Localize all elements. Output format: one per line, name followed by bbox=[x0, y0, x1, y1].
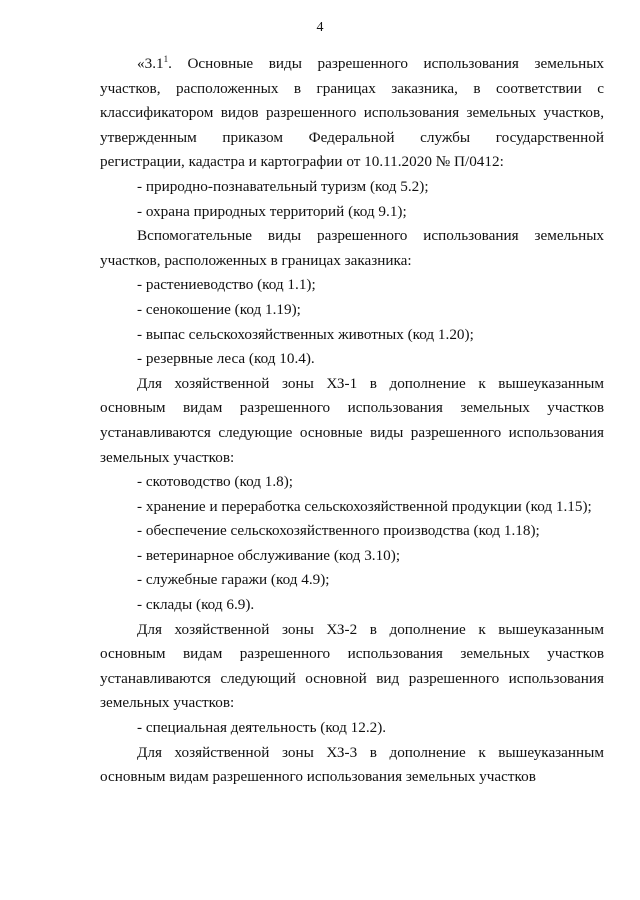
list-item: - природно-познавательный туризм (код 5.2); bbox=[137, 177, 429, 195]
section-3-1-text: . Основные виды разрешенного использования земельных участков, расположенных в границах заказника, в соответствии с классификатором видов разрешенного использования земельных участков, утвержденным приказом Федеральной службы государственной регистрации, кадастра и картографии от 10.11.2020 № П/0412: bbox=[100, 55, 604, 171]
list-item: - сенокошение (код 1.19); bbox=[137, 300, 301, 318]
list-item: - резервные леса (код 10.4). bbox=[137, 350, 315, 368]
section-3-1-prefix: «3.1 bbox=[137, 55, 164, 72]
list-item: - обеспечение сельскохозяйственного производства (код 1.18); bbox=[137, 522, 540, 540]
list-item: - скотоводство (код 1.8); bbox=[137, 473, 294, 491]
list-item: - хранение и переработка сельскохозяйственной продукции (код 1.15); bbox=[137, 497, 592, 515]
list-item: - ветеринарное обслуживание (код 3.10); bbox=[137, 546, 401, 564]
document-body bbox=[100, 52, 604, 790]
list-item: - выпас сельскохозяйственных животных (код 1.20); bbox=[137, 325, 474, 343]
page-number: 4 bbox=[316, 20, 324, 35]
list-item: - охрана природных территорий (код 9.1); bbox=[137, 202, 407, 220]
zone-hz2-paragraph: Для хозяйственной зоны ХЗ-2 в дополнение к вышеуказанным основным видам разрешенного использования земельных участков устанавливаются следующий основной вид разрешенного использования земельных участков: bbox=[100, 620, 604, 712]
list-item: - склады (код 6.9). bbox=[137, 596, 255, 614]
section-3-1-paragraph bbox=[100, 52, 604, 175]
auxiliary-uses-paragraph: Вспомогательные виды разрешенного использования земельных участков, расположенных в границах заказника: bbox=[100, 227, 604, 269]
list-item: - специальная деятельность (код 12.2). bbox=[137, 719, 387, 737]
list-item: - растениеводство (код 1.1); bbox=[137, 276, 316, 294]
section-3-1-superscript: 1 bbox=[163, 53, 169, 64]
zone-hz1-paragraph: Для хозяйственной зоны ХЗ-1 в дополнение к вышеуказанным основным видам разрешенного использования земельных участков устанавливаются следующие основные виды разрешенного использования земельных участков: bbox=[100, 374, 604, 466]
zone-hz3-paragraph: Для хозяйственной зоны ХЗ-3 в дополнение к вышеуказанным основным видам разрешенного использования земельных участков bbox=[100, 743, 604, 786]
list-item: - служебные гаражи (код 4.9); bbox=[137, 571, 330, 589]
